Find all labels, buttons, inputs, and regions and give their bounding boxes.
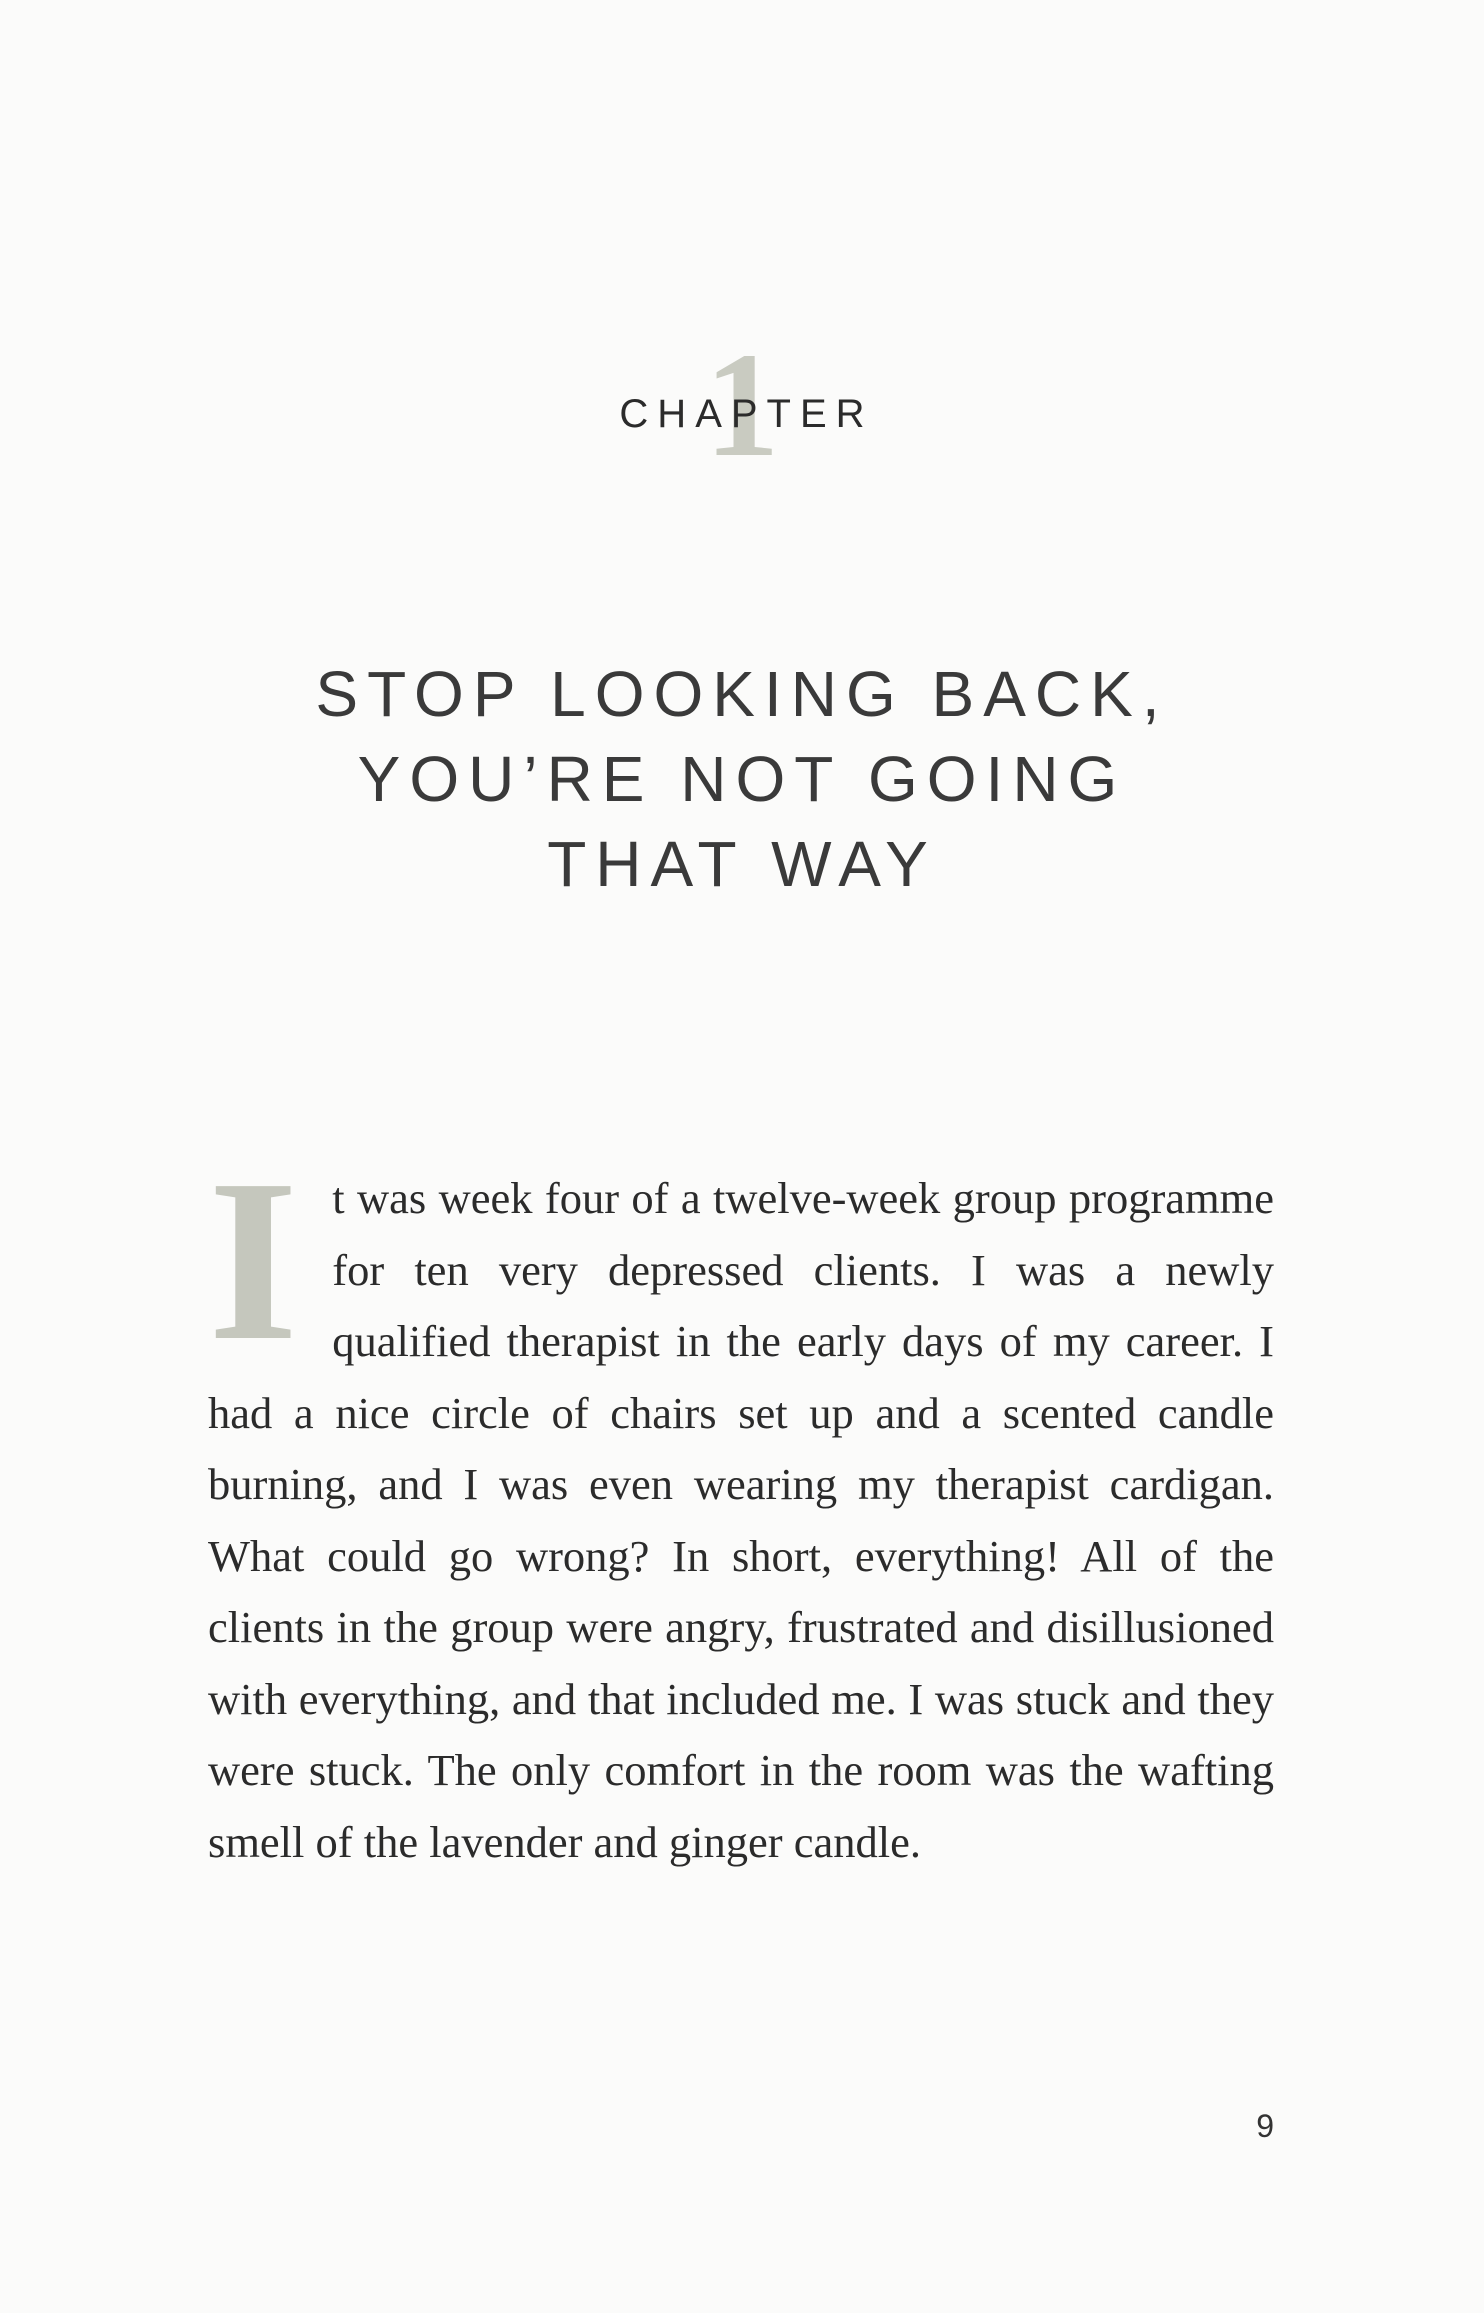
chapter-label: CHAPTER [619,392,874,436]
page-number: 9 [1256,2108,1274,2144]
chapter-title-line: THAT WAY [547,828,937,900]
body-text: t was week four of a twelve-week group programme for ten very depressed clients. I was a newly qualified therapist in the early days of my career. I had a nice circle of chairs set up and a scented candle burning, and I was even wearing my therapist cardigan. What could go wrong? In short, everything! All of the clients in the group were angry, frustrated and disillusioned with everything, and that included me. I was stuck and they were stuck. The only comfort in the room was the wafting smell of the lavender and ginger candle. [208,1173,1274,1867]
chapter-marker [0,322,1484,490]
chapter-title-line: STOP LOOKING BACK, [315,658,1169,730]
chapter-title [0,652,1484,907]
drop-cap: I [208,1132,299,1389]
chapter-title-line: YOU’RE NOT GOING [357,743,1127,815]
chapter-number: 1 [704,322,780,488]
body-paragraph [208,1132,1274,1878]
